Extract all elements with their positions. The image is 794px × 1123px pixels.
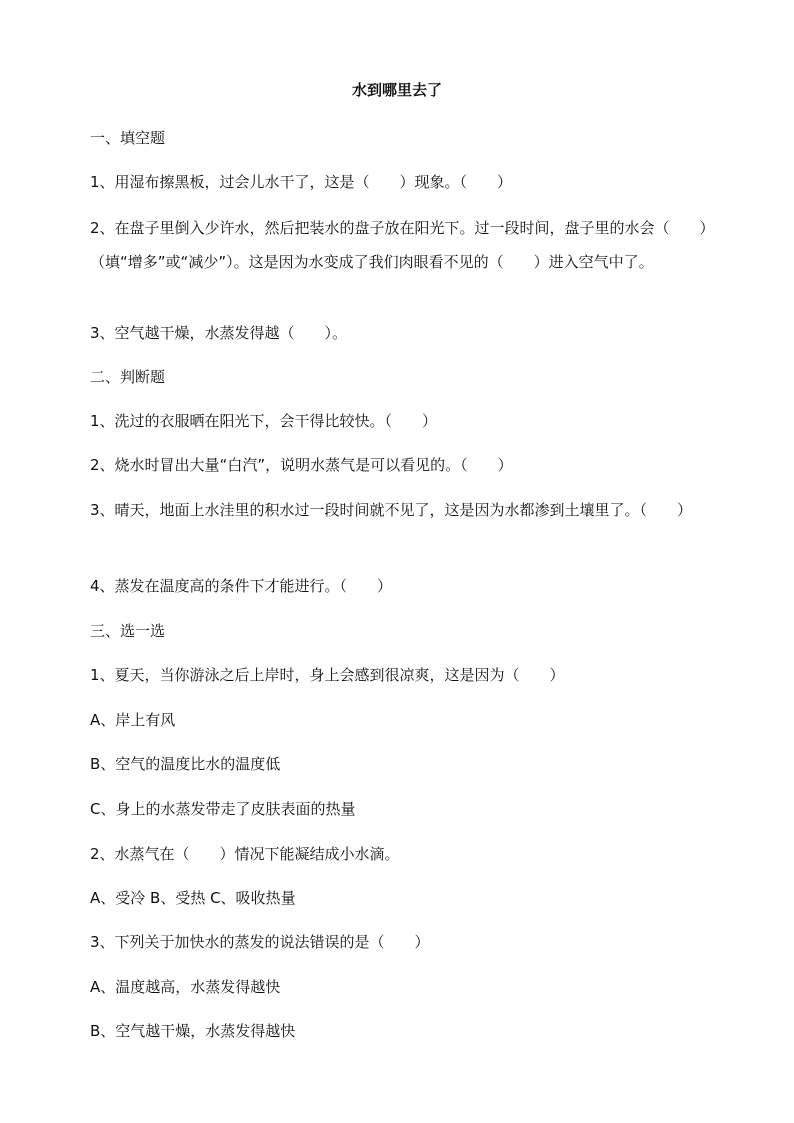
question-item: 1、用湿布擦黑板，过会儿水干了，这是（ ）现象。（ ） [90, 173, 513, 191]
question-item: 2、在盘子里倒入少许水，然后把装水的盘子放在阳光下。过一段时间，盘子里的水会（ ）（填“增多”或“减少”）。这是因为水变成了我们肉眼看不见的（ ）进入空气中了。 [90, 219, 708, 271]
section-heading-true-false: 二、判断题 [90, 368, 166, 386]
question-item: 4、蒸发在温度高的条件下才能进行。（ ） [90, 577, 393, 595]
answer-option: A、受冷 B、受热 C、吸收热量 [90, 889, 296, 907]
question-item: 2、烧水时冒出大量“白汽”，说明水蒸气是可以看见的。（ ） [90, 456, 513, 474]
question-item: 3、空气越干燥，水蒸发得越（ ）。 [90, 324, 348, 342]
section-heading-multiple-choice: 三、选一选 [90, 622, 166, 640]
question-item: 1、夏天，当你游泳之后上岸时，身上会感到很凉爽，这是因为（ ） [90, 666, 565, 684]
question-item: 1、洗过的衣服晒在阳光下，会干得比较快。（ ） [90, 412, 438, 430]
section-heading-fill-blank: 一、填空题 [90, 129, 166, 147]
answer-option: C、身上的水蒸发带走了皮肤表面的热量 [90, 800, 356, 818]
question-item: 2、水蒸气在（ ）情况下能凝结成小水滴。 [90, 845, 400, 863]
answer-option: A、岸上有风 [90, 711, 176, 729]
answer-option: A、温度越高，水蒸发得越快 [90, 978, 281, 996]
page-title: 水到哪里去了 [351, 81, 442, 99]
answer-option: B、空气越干燥，水蒸发得越快 [90, 1022, 296, 1040]
question-item: 3、晴天，地面上水洼里的积水过一段时间就不见了，这是因为水都渗到土壤里了。（ ） [90, 501, 693, 519]
question-item: 3、下列关于加快水的蒸发的说法错误的是（ ） [90, 933, 430, 951]
answer-option: B、空气的温度比水的温度低 [90, 755, 281, 773]
